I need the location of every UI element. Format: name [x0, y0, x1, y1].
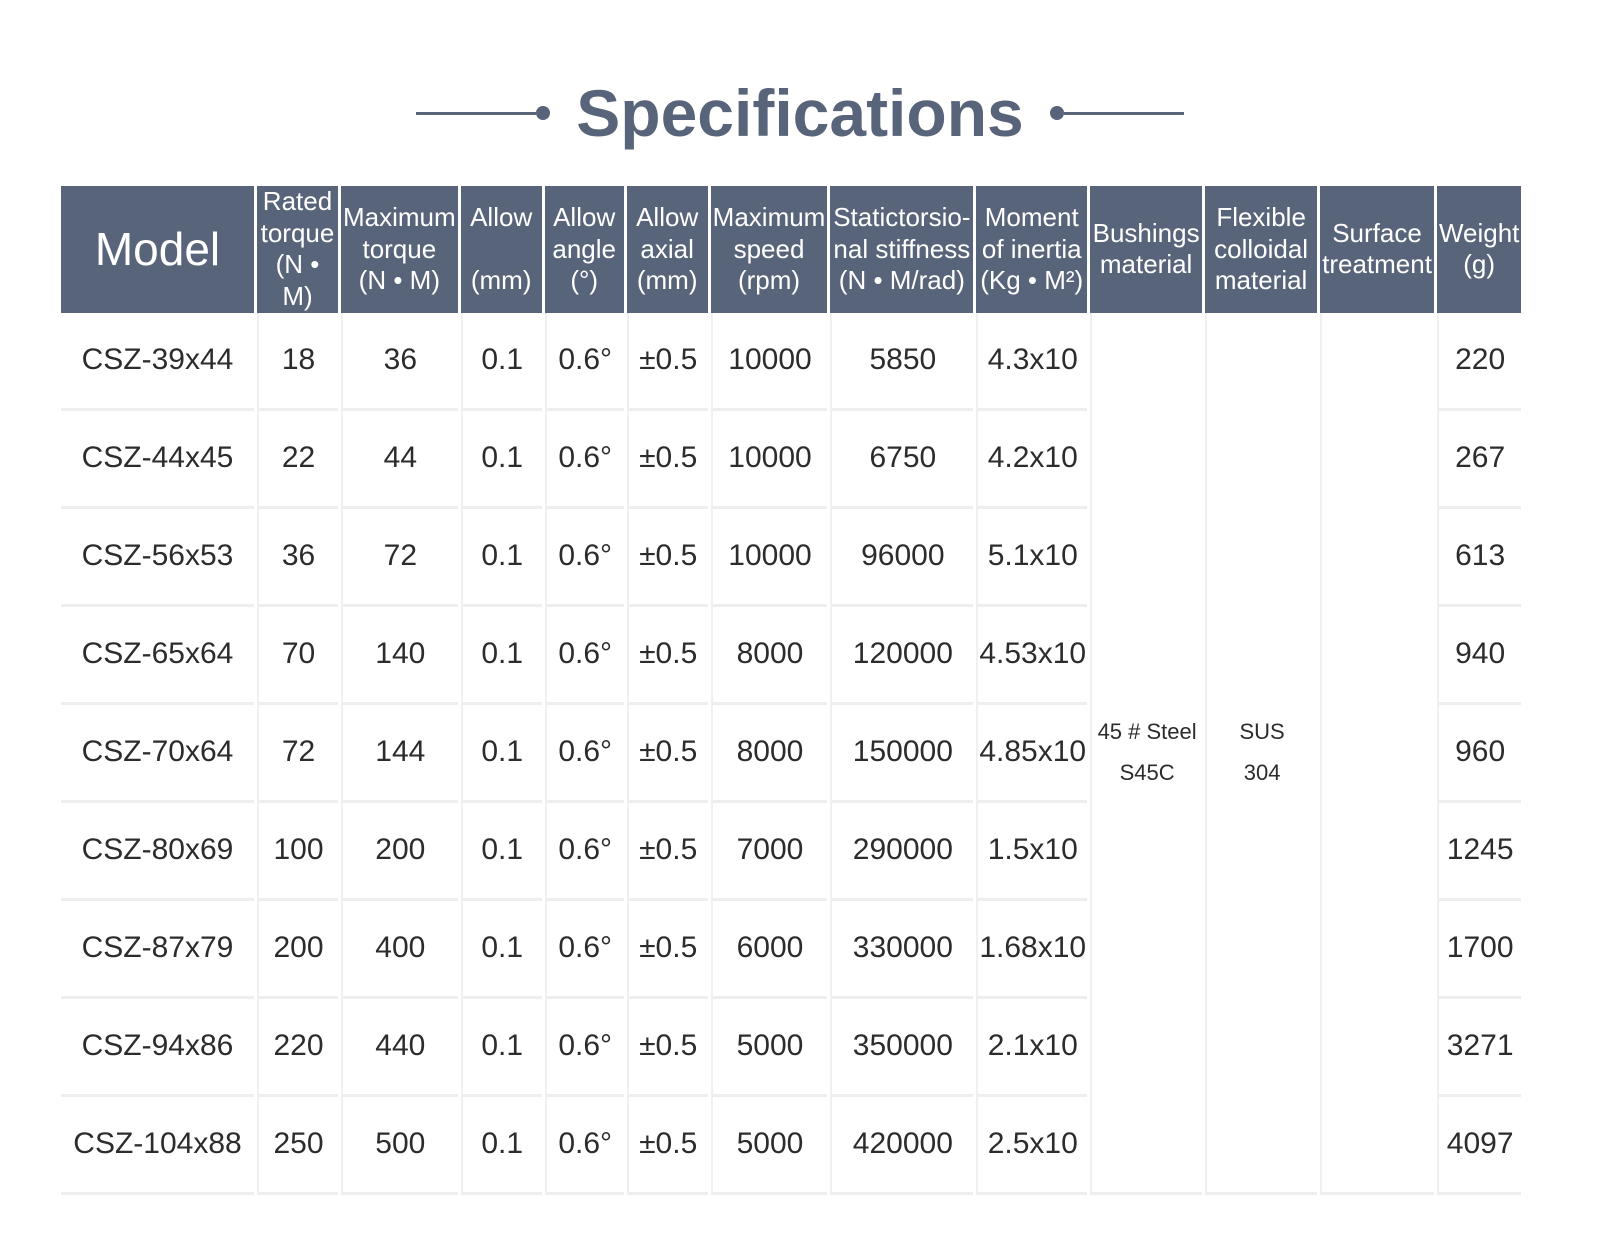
- cell-bushings-material: [1090, 313, 1202, 1195]
- cell-rated-torque: 200: [257, 901, 338, 999]
- header-line: Maximum: [712, 201, 826, 232]
- decor-dot: [536, 106, 550, 120]
- header-line: (°): [570, 265, 599, 296]
- cell-allow: 0.1: [461, 411, 542, 509]
- cell-allow-angle: 0.6°: [545, 901, 624, 999]
- cell-allow-angle: 0.6°: [545, 1097, 624, 1195]
- header-moment-of-inertia: [976, 186, 1087, 313]
- header-line: Allow: [470, 201, 533, 232]
- cell-model: CSZ-44x45: [61, 411, 254, 509]
- table-row: [61, 313, 1521, 411]
- cell-moment-of-inertia: 2.5x10: [976, 1097, 1087, 1195]
- header-line: Allow: [636, 201, 699, 232]
- header-line: nal stiffness: [833, 233, 971, 264]
- cell-rated-torque: 250: [257, 1097, 338, 1195]
- cell-stiffness: 6750: [830, 411, 973, 509]
- cell-allow: 0.1: [461, 803, 542, 901]
- cell-max-torque: 440: [341, 999, 458, 1097]
- specifications-table: [58, 186, 1524, 1195]
- cell-moment-of-inertia: 5.1x10: [976, 509, 1087, 607]
- header-line: (mm): [636, 265, 698, 296]
- cell-allow: 0.1: [461, 901, 542, 999]
- header-max-torque: [341, 186, 458, 313]
- title-bar: [0, 68, 1600, 158]
- header-stiffness: [830, 186, 973, 313]
- cell-allow-angle: 0.6°: [545, 411, 624, 509]
- cell-allow: 0.1: [461, 1097, 542, 1195]
- cell-max-speed: 8000: [711, 607, 828, 705]
- header-colloidal-material: [1205, 186, 1317, 313]
- header-line: (N • M): [275, 249, 320, 312]
- header-line: Allow: [553, 201, 616, 232]
- cell-stiffness: 290000: [830, 803, 973, 901]
- cell-weight: 4097: [1437, 1097, 1521, 1195]
- cell-weight: 3271: [1437, 999, 1521, 1097]
- cell-moment-of-inertia: 4.2x10: [976, 411, 1087, 509]
- cell-max-speed: 8000: [711, 705, 828, 803]
- cell-stiffness: 5850: [830, 313, 973, 411]
- decor-line: [416, 112, 536, 115]
- cell-rated-torque: 36: [257, 509, 338, 607]
- page-title: Specifications: [576, 76, 1024, 150]
- title-decoration-left: [416, 106, 550, 120]
- header-line: (Kg • M²): [980, 265, 1084, 296]
- cell-allow-axial: ±0.5: [627, 509, 708, 607]
- cell-allow-angle: 0.6°: [545, 803, 624, 901]
- cell-rated-torque: 22: [257, 411, 338, 509]
- header-line: [463, 234, 540, 266]
- header-line: torque: [260, 217, 335, 248]
- cell-colloidal-material: [1205, 313, 1317, 1195]
- header-line: Moment: [984, 201, 1079, 232]
- cell-max-torque: 200: [341, 803, 458, 901]
- cell-rated-torque: 72: [257, 705, 338, 803]
- cell-allow-angle: 0.6°: [545, 313, 624, 411]
- cell-weight: 940: [1437, 607, 1521, 705]
- header-weight: [1437, 186, 1521, 313]
- cell-moment-of-inertia: 1.68x10: [976, 901, 1087, 999]
- cell-allow-axial: ±0.5: [627, 1097, 708, 1195]
- header-line: (mm): [470, 265, 532, 296]
- cell-stiffness: 150000: [830, 705, 973, 803]
- cell-weight: 613: [1437, 509, 1521, 607]
- cell-model: CSZ-94x86: [61, 999, 254, 1097]
- header-line: (g): [1463, 249, 1496, 280]
- cell-weight: 1245: [1437, 803, 1521, 901]
- cell-weight: 220: [1437, 313, 1521, 411]
- cell-stiffness: 96000: [830, 509, 973, 607]
- header-line: Flexible: [1216, 201, 1306, 232]
- header-line: of inertia: [981, 233, 1082, 264]
- cell-max-speed: 10000: [711, 313, 828, 411]
- header-line: material: [1099, 249, 1193, 280]
- decor-line: [1064, 112, 1184, 115]
- cell-weight: 960: [1437, 705, 1521, 803]
- cell-max-torque: 44: [341, 411, 458, 509]
- header-line: torque: [362, 233, 437, 264]
- merged-line: S45C: [1119, 760, 1175, 786]
- cell-rated-torque: 220: [257, 999, 338, 1097]
- cell-model: CSZ-87x79: [61, 901, 254, 999]
- cell-max-torque: 144: [341, 705, 458, 803]
- cell-allow-angle: 0.6°: [545, 999, 624, 1097]
- merged-line: 304: [1243, 760, 1281, 786]
- merged-line: SUS: [1239, 718, 1285, 744]
- cell-model: CSZ-104x88: [61, 1097, 254, 1195]
- header-line: Maximum: [343, 201, 456, 232]
- cell-allow: 0.1: [461, 313, 542, 411]
- header-rated-torque: [257, 186, 338, 313]
- header-line: colloidal: [1214, 233, 1309, 264]
- cell-max-torque: 500: [341, 1097, 458, 1195]
- header-line: speed: [733, 233, 805, 264]
- cell-max-torque: 140: [341, 607, 458, 705]
- cell-max-speed: 6000: [711, 901, 828, 999]
- header-bushings-material: [1090, 186, 1202, 313]
- cell-max-torque: 400: [341, 901, 458, 999]
- cell-stiffness: 120000: [830, 607, 973, 705]
- cell-moment-of-inertia: 4.85x10: [976, 705, 1087, 803]
- header-line: Bushings: [1092, 217, 1200, 248]
- cell-moment-of-inertia: 4.3x10: [976, 313, 1087, 411]
- header-line: treatment: [1322, 249, 1432, 280]
- cell-model: CSZ-65x64: [61, 607, 254, 705]
- cell-max-torque: 36: [341, 313, 458, 411]
- cell-rated-torque: 70: [257, 607, 338, 705]
- cell-max-speed: 10000: [711, 411, 828, 509]
- header-line: angle: [552, 233, 616, 264]
- cell-stiffness: 420000: [830, 1097, 973, 1195]
- header-line: Rated: [262, 186, 333, 216]
- cell-allow-angle: 0.6°: [545, 607, 624, 705]
- cell-weight: 267: [1437, 411, 1521, 509]
- header-surface-treatment: [1320, 186, 1434, 313]
- cell-model: CSZ-80x69: [61, 803, 254, 901]
- cell-allow: 0.1: [461, 705, 542, 803]
- header-model: [61, 186, 254, 313]
- decor-dot: [1050, 106, 1064, 120]
- cell-stiffness: 350000: [830, 999, 973, 1097]
- header-line: (rpm): [737, 265, 801, 296]
- cell-allow-angle: 0.6°: [545, 705, 624, 803]
- header-line: (N • M/rad): [838, 265, 965, 296]
- cell-max-torque: 72: [341, 509, 458, 607]
- cell-max-speed: 7000: [711, 803, 828, 901]
- cell-rated-torque: 100: [257, 803, 338, 901]
- cell-allow-axial: ±0.5: [627, 313, 708, 411]
- header-line: Statictorsio-: [833, 201, 971, 232]
- cell-model: CSZ-39x44: [61, 313, 254, 411]
- header-allow-axial: [627, 186, 708, 313]
- cell-model: CSZ-56x53: [61, 509, 254, 607]
- cell-moment-of-inertia: 1.5x10: [976, 803, 1087, 901]
- cell-allow-angle: 0.6°: [545, 509, 624, 607]
- cell-model: CSZ-70x64: [61, 705, 254, 803]
- header-allow: [461, 186, 542, 313]
- cell-max-speed: 10000: [711, 509, 828, 607]
- cell-stiffness: 330000: [830, 901, 973, 999]
- cell-max-speed: 5000: [711, 1097, 828, 1195]
- header-line: Weight: [1438, 217, 1520, 248]
- cell-allow: 0.1: [461, 607, 542, 705]
- cell-rated-torque: 18: [257, 313, 338, 411]
- cell-allow-axial: ±0.5: [627, 803, 708, 901]
- cell-surface-treatment: [1320, 313, 1434, 1195]
- table-body: [61, 313, 1521, 1195]
- cell-allow-axial: ±0.5: [627, 607, 708, 705]
- cell-moment-of-inertia: 2.1x10: [976, 999, 1087, 1097]
- header-max-speed: [711, 186, 828, 313]
- merged-line: 45 # Steel: [1097, 718, 1197, 744]
- cell-allow-axial: ±0.5: [627, 901, 708, 999]
- cell-max-speed: 5000: [711, 999, 828, 1097]
- cell-allow-axial: ±0.5: [627, 411, 708, 509]
- header-line: Model: [94, 223, 221, 276]
- cell-allow: 0.1: [461, 509, 542, 607]
- header-line: Surface: [1332, 217, 1422, 248]
- cell-weight: 1700: [1437, 901, 1521, 999]
- header-line: axial: [640, 233, 694, 264]
- cell-allow-axial: ±0.5: [627, 999, 708, 1097]
- cell-allow-axial: ±0.5: [627, 705, 708, 803]
- title-decoration-right: [1050, 106, 1184, 120]
- cell-moment-of-inertia: 4.53x10: [976, 607, 1087, 705]
- header-line: (N • M): [358, 265, 440, 296]
- header-line: material: [1214, 265, 1308, 296]
- cell-allow: 0.1: [461, 999, 542, 1097]
- header-allow-angle: [545, 186, 624, 313]
- header-row: [61, 186, 1521, 313]
